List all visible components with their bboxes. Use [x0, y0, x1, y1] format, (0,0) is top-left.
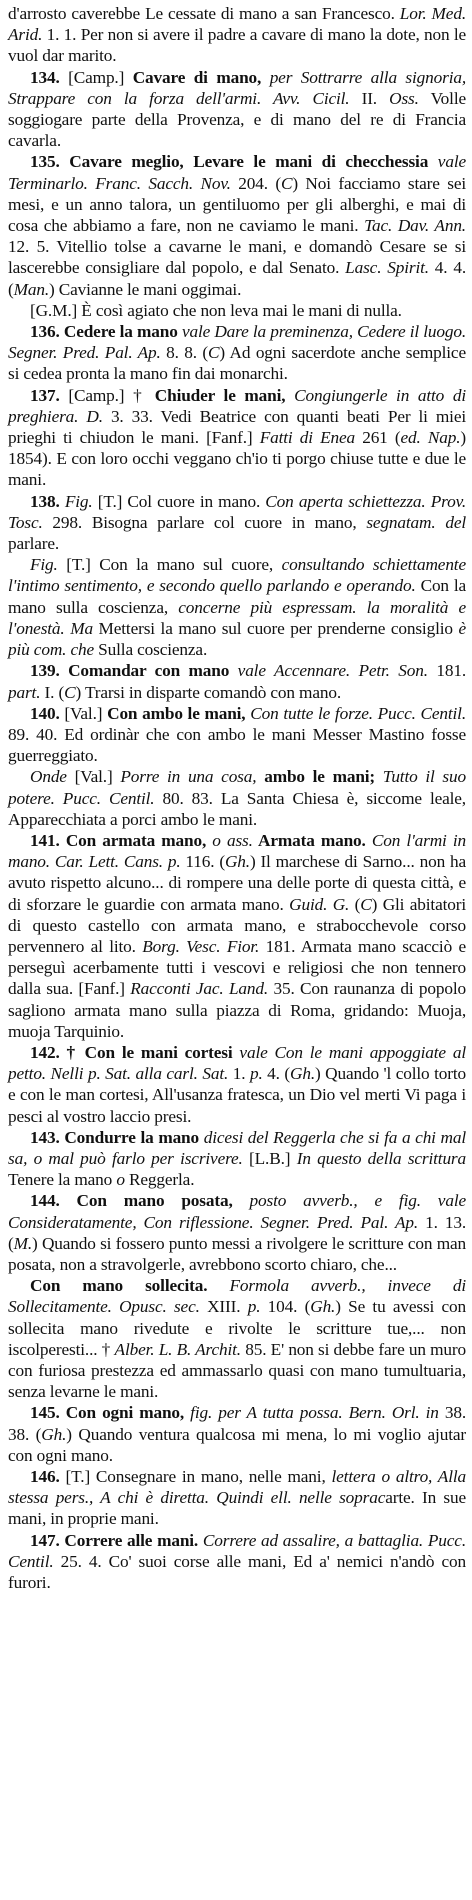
dictionary-entry [8, 321, 466, 385]
dictionary-entry [8, 1190, 466, 1275]
entry-text-segment: 181. Armata mano scacciò e perseguì acerbamente tutti i vescovi e religiosi che non tennero dalla sua. [Fanf.] [8, 936, 466, 999]
entry-text-segment: Reggerla. [124, 1170, 195, 1190]
entry-text-segment: Porre in una cosa, [120, 767, 257, 787]
entry-text-segment: Sulla coscienza. [94, 640, 208, 660]
entry-text-segment: C [360, 894, 372, 914]
entry-text-segment: 140. [30, 703, 60, 723]
entry-text-segment: 85. E' non si debbe fare un muro con furiosa prestezza ed ammassarlo quasi con mano tumultuaria, senza levarne le mani. [8, 1339, 466, 1402]
entry-text-segment: 143. Condurre la mano [30, 1127, 200, 1147]
entry-text-segment: è più com. che [8, 618, 466, 660]
entry-text-segment: Oss. [389, 88, 419, 108]
entry-text-segment: Onde [30, 767, 67, 787]
dictionary-entry [8, 385, 466, 491]
dictionary-entry [8, 1466, 466, 1530]
entry-text-segment: [Val.] [66, 767, 121, 787]
entry-text-segment: 139. Comandar con mano [30, 661, 230, 681]
entry-text-segment: 1. 13. ( [8, 1212, 466, 1253]
entry-text-segment: 147. Correre alle mani. [30, 1530, 199, 1550]
entry-text-segment: dicesi del Reggerla che si fa a chi mal sa, o mal può farlo per iscrivere. [8, 1127, 466, 1168]
entry-text-segment: 89. 40. Ed ordinàr che con ambo le mani Messer Mastino fosse guerreggiato. [8, 724, 466, 766]
dictionary-entry [8, 554, 466, 660]
entry-text-segment: Man. [13, 279, 50, 299]
entry-text-segment: II. [349, 88, 390, 108]
dictionary-entry [8, 766, 466, 830]
entry-text-segment: 116. ( [180, 852, 225, 872]
entry-text-segment: Tenere la mano [8, 1170, 117, 1190]
entry-text-segment: Tac. Dav. Ann. [364, 216, 466, 236]
entry-text-segment: 298. Bisogna parlare col cuore in mano, [42, 512, 367, 532]
entry-text-segment: I. ( [40, 682, 65, 702]
entry-text-segment: consultando schiettamente l'intimo sentimento, e secondo quello parlando e operando. [8, 555, 466, 596]
entry-text-segment: [Camp.] † [59, 385, 155, 405]
entry-text-segment: Con ambo le mani, [107, 703, 246, 723]
entry-text-segment: vale Dare la preminenza, Cedere il luogo. Segner. Pred. Pal. Ap. [8, 322, 467, 363]
entry-text-segment: [Camp.] [59, 67, 133, 87]
entry-text-segment: 1. [228, 1064, 250, 1084]
dictionary-entry [8, 1530, 466, 1594]
entry-text-segment: Lasc. Spirit. [345, 258, 429, 278]
entry-text-segment: fig. per A tutta possa. Bern. Orl. in [184, 1403, 439, 1423]
entry-text-segment: [G.M.] È così agiato che non leva mai le mani di nulla. [30, 300, 402, 320]
entry-text-segment: ) Noi facciamo stare sei mesi, e un anno talora, un gentiluomo per gli alberghi, e mai di cosa che abbiamo a fare, non ne caviamo le mani. [8, 173, 466, 236]
entry-text-segment: Lor. Med. Arid. [8, 4, 466, 45]
dictionary-entry [8, 703, 466, 767]
entry-text-segment: Mettersi la mano sul cuore per prenderne consiglio [92, 618, 459, 638]
entry-text-segment: 4. 4. ( [8, 258, 466, 299]
dictionary-entry [8, 1402, 466, 1466]
entry-text-segment: Gh. [224, 852, 250, 872]
entry-text-segment: C [208, 343, 220, 363]
entry-text-segment: 8. 8. ( [160, 343, 209, 363]
entry-text-segment: C [280, 173, 293, 193]
entry-text-segment: Tutto il suo potere. Pucc. Centil. [8, 767, 466, 808]
dictionary-entry [8, 151, 466, 299]
entry-text-segment: 142. † Con le mani cortesi [30, 1042, 233, 1062]
dictionary-entry [8, 1275, 466, 1402]
entry-text-segment: 35. Con raunanza di popolo sagliono armata mano sulla piazza di Roma, gridando: Muoja, muoja Tarquinio. [8, 979, 466, 1041]
entry-text-segment: Correre ad assalire, a battaglia. Pucc. Centil. [8, 1530, 466, 1571]
entry-text-segment: d'arrosto caverebbe Le cessate di mano a san Francesco. [8, 4, 400, 23]
entry-text-segment: ) Trarsi in disparte comandò con mano. [75, 682, 341, 702]
entry-text-segment: ) Se tu avessi con sollecita mano rivedute e rivolte le scritture tue,... non iscolperesti... † [8, 1297, 467, 1359]
entry-text-segment: 134. [30, 67, 60, 87]
entry-text-segment: 261 ( [355, 428, 401, 448]
entry-text-segment: Congiungerle in atto di preghiera. D. [8, 385, 466, 426]
entry-text-segment: 104. ( [260, 1297, 311, 1317]
entry-text-segment: Volle soggiogare parte della Provenza, e di mano del re di Francia cavarla. [8, 88, 466, 151]
entry-text-segment: 137. [30, 385, 60, 405]
entry-text-segment: ed. Nap. [400, 428, 461, 448]
entry-text-segment: 146. [30, 1467, 60, 1487]
entry-text-segment: o ass. [206, 830, 253, 850]
entry-text-segment: [T.] Con la mano sul cuore, [57, 555, 282, 575]
entry-text-segment: 1. 1. Per non si avere il padre a cavare di mano la dote, non le vuol dar marito. [8, 25, 466, 66]
entry-text-segment: vale Con le mani appoggiate al petto. Nelli p. Sat. alla carl. Sat. [8, 1042, 466, 1084]
entry-text-segment: Gh. [290, 1064, 316, 1084]
entry-text-segment: ) 1854). E con loro occhi veggano ch'io ti porgo chiuse tutte e due le mani. [8, 428, 466, 490]
entry-text-segment: concerne più espressam. la moralità e l'onestà. Ma [8, 597, 466, 638]
entry-text-segment: p. [249, 1064, 263, 1084]
entry-text-segment: posto avverb., e fig. vale Consideratamente, Con riflessione. Segner. Pred. Pal. Ap. [8, 1191, 466, 1232]
entry-text-segment: 204. ( [230, 173, 281, 193]
entry-text-segment: 12. 5. Vitellio tolse a cavarne le mani, e domandò Cesare se si lascerebbe consigliare dal popolo, e dal Senato. [8, 237, 466, 278]
dictionary-entry [8, 3, 466, 67]
entry-text-segment: Formola avverb., invece di Sollecitamente. Opusc. sec. [8, 1276, 466, 1317]
entry-text-segment: Fatti di Enea [259, 428, 356, 448]
entry-text-segment: [T.] Col cuore in mano. [92, 491, 266, 511]
entry-text-segment: Guid. G. [289, 894, 350, 914]
entry-text-segment: XIII. [199, 1297, 248, 1317]
entry-text-segment: M. [13, 1233, 33, 1253]
entry-text-segment: [Val.] [59, 703, 108, 723]
entry-text-segment: vale Terminarlo. Franc. Sacch. Nov. [8, 152, 466, 193]
dictionary-entry [8, 1042, 466, 1127]
entry-text-segment: part. [8, 682, 41, 702]
entry-text-segment: 181. [427, 661, 466, 681]
entry-text-segment: 144. Con mano posata, [30, 1191, 233, 1211]
entry-text-segment: 135. Cavare meglio, Levare le mani di checchessia [30, 152, 429, 172]
entry-text-segment: Con mano sollecita. [30, 1276, 208, 1296]
entry-text-segment: 141. Con armata mano, [30, 830, 207, 850]
dictionary-entry [8, 300, 466, 321]
entry-text-segment: [L.B.] [242, 1148, 297, 1168]
entry-text-segment: Chiuder le mani, [154, 385, 286, 405]
dictionary-entry [8, 830, 466, 1042]
entry-text-segment: ) Gli abitatori di questo castello con armata mano, e strabocchevole corso pervennero al lito. [8, 894, 466, 956]
dictionary-entry [8, 1127, 466, 1191]
entry-text-segment: ) Ad ogni sacerdote anche semplice si cedea pronta la mano fin dai monarchi. [8, 343, 466, 384]
entry-text-segment: arte. In sue mani, in proprie mani. [8, 1488, 466, 1529]
entry-text-segment: ) Quando 'l collo torto e con le man cortesi, All'usanza fratesca, un Dio vel merti Vi paga i pesci al vostro laccio presi. [8, 1064, 466, 1126]
entry-text-segment: Con aperta schiettezza. Prov. Tosc. [8, 491, 466, 532]
entry-text-segment: Gh. [41, 1424, 67, 1444]
dictionary-entry [8, 660, 466, 702]
entry-text-segment: 4. ( [262, 1064, 291, 1084]
entry-text-segment: 136. Cedere la mano [30, 322, 178, 342]
entry-text-segment: Alber. L. B. Archit. [114, 1339, 241, 1359]
entry-text-segment: vale Accennare. Petr. Son. [229, 661, 428, 681]
entry-text-segment: ) Quando ventura qualcosa mi mena, lo mi voglio ajutar con ogni mano. [8, 1424, 466, 1465]
entry-text-segment: p. [247, 1297, 261, 1317]
entry-text-segment: 145. Con ogni mano, [30, 1403, 185, 1423]
entry-text-segment: lettera o altro, Alla stessa pers., A chi è diretta. Quindi ell. nelle soprac [8, 1467, 466, 1508]
entry-text-segment: Fig. [59, 491, 93, 511]
entry-text-segment: ) Il marchese di Sarno... non ha avuto rispetto alcuno... di rompere una delle porte di questa città, e di sforzare le guardie con armata mano. [8, 852, 466, 914]
entry-text-segment: 38. 38. ( [8, 1403, 466, 1444]
entry-text-segment: Armata mano. [252, 830, 366, 850]
entry-text-segment: Borg. Vesc. Fior. [142, 936, 260, 956]
dictionary-entry [8, 67, 466, 152]
entry-text-segment: Cavare di mano, [132, 67, 262, 87]
entry-text-segment: ( [349, 894, 361, 914]
entry-text-segment: C [64, 682, 76, 702]
entry-text-segment: 3. 33. Vedi Beatrice con quanti beati Per li miei prieghi ti chiudon le mani. [Fanf.] [8, 406, 466, 448]
entry-text-segment: parlare. [8, 534, 60, 554]
entry-text-segment: [T.] Consegnare in mano, nelle mani, [59, 1467, 332, 1487]
dictionary-entry [8, 491, 466, 555]
entry-text-segment: o [116, 1170, 125, 1190]
entry-text-segment: In questo della scrittura [296, 1148, 466, 1168]
entry-text-segment: Racconti Jac. Land. [130, 979, 269, 999]
entry-text-segment: ) Quando si fossero punto messi a rivolgere le scritture con man posata, non a stravolgerle, avrebbono scorto chiaro, che... [8, 1233, 466, 1274]
entry-text-segment: 80. 83. La Santa Chiesa è, siccome leale, Apparecchiata a porci ambo le mani. [8, 788, 466, 829]
entry-text-segment: 138. [30, 491, 60, 511]
entry-text-segment: Fig. [30, 555, 58, 575]
entry-text-segment: ambo le mani; [256, 767, 376, 787]
entry-text-segment: ) Cavianne le mani oggimai. [49, 279, 242, 299]
entry-text-segment: Gh. [310, 1297, 336, 1317]
entry-text-segment: Con tutte le forze. Pucc. Centil. [245, 703, 467, 723]
entry-text-segment: per Sottrarre alla signoria, Strappare con la forza dell'armi. Avv. Cicil. [8, 67, 467, 108]
entry-text-segment: 25. 4. Co' suoi corse alle mani, Ed a' nemici n'andò con furori. [8, 1551, 466, 1593]
entry-text-segment: Con l'armi in mano. Car. Lett. Cans. p. [8, 830, 466, 872]
entry-text-segment: Con la mano sulla coscienza, [8, 576, 466, 617]
entry-text-segment: segnatam. del [366, 512, 466, 532]
